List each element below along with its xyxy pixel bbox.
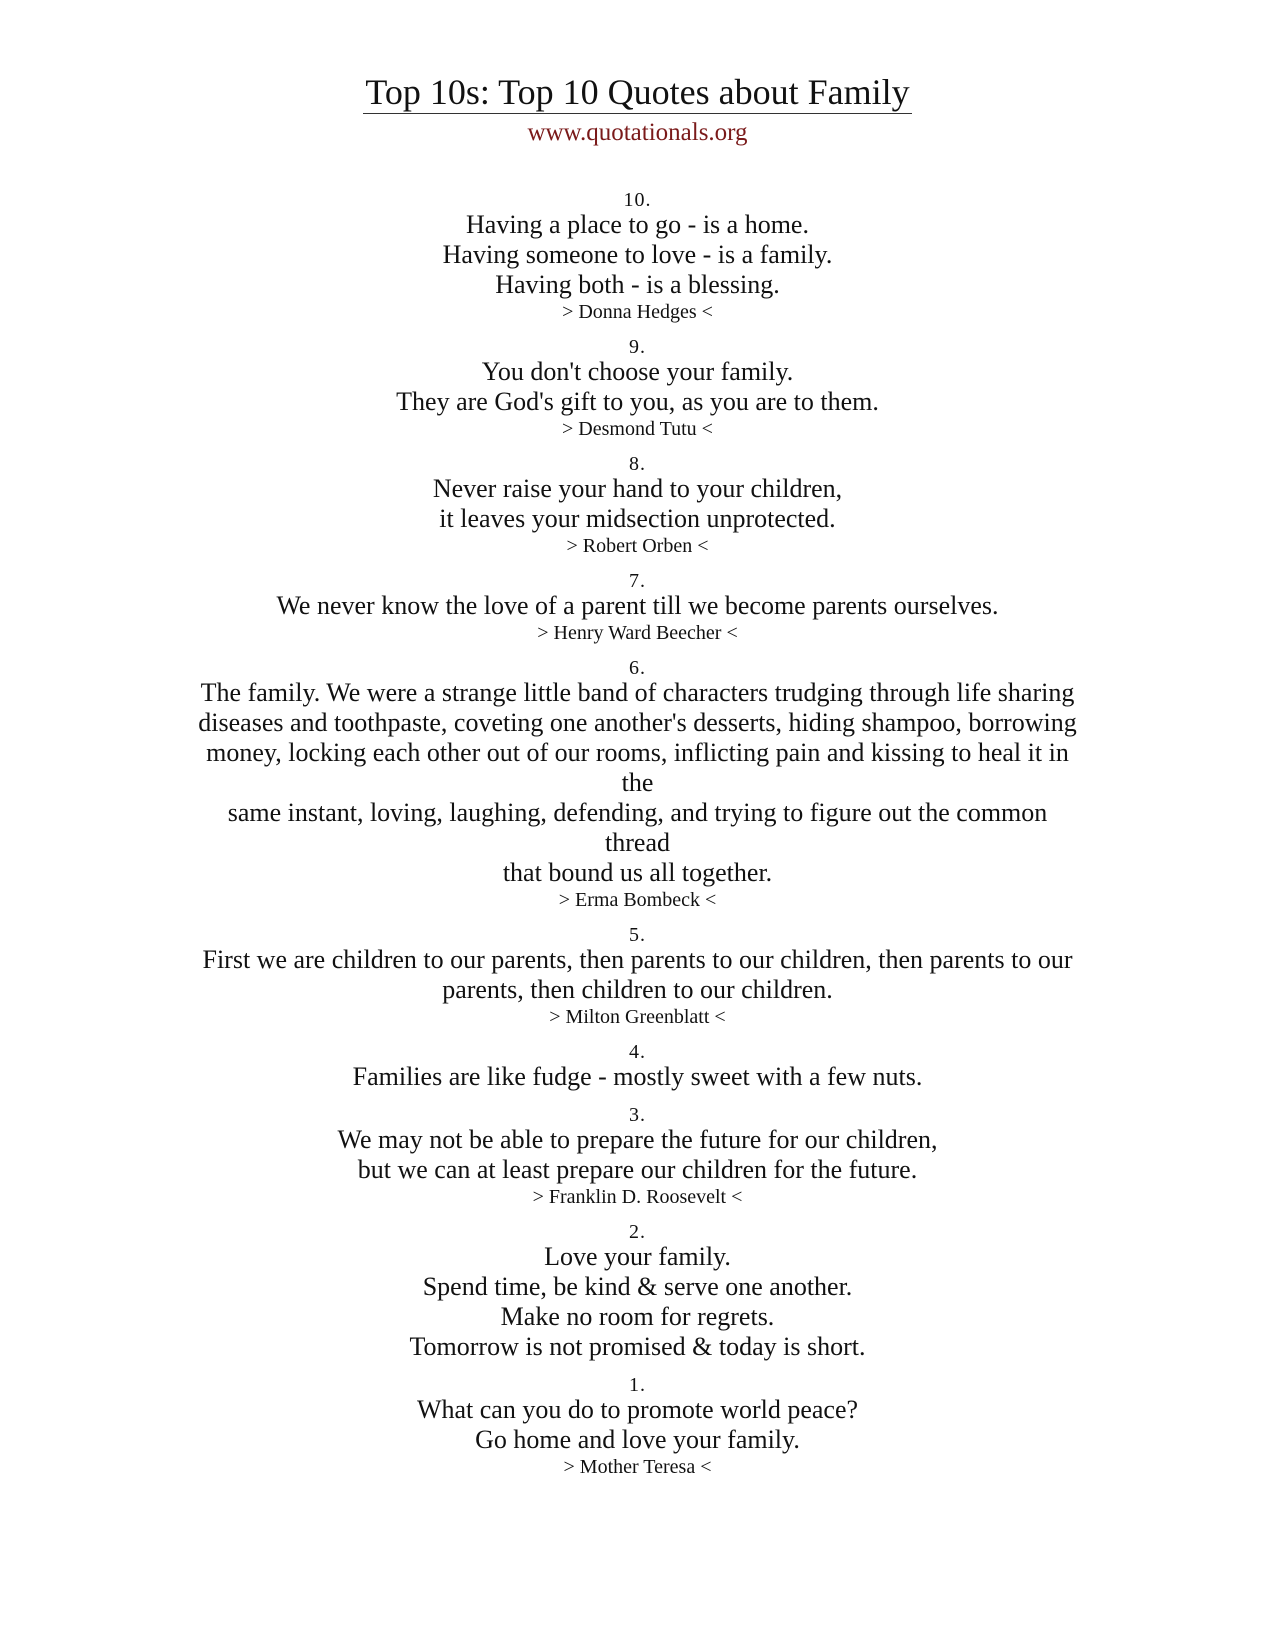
quote-number: 9.: [629, 336, 646, 358]
quote-line: Having someone to love - is a family.: [442, 240, 833, 269]
quote-7: [198, 571, 1078, 645]
quote-line: You don't choose your family.: [481, 357, 794, 386]
quote-author: > Robert Orben <: [566, 535, 709, 557]
quote-line: What can you do to promote world peace?: [416, 1395, 859, 1424]
quote-number: 10.: [623, 189, 652, 211]
quote-line: They are God's gift to you, as you are to them.: [396, 387, 879, 416]
site-url: www.quotationals.org: [527, 119, 748, 146]
quote-5: [198, 925, 1078, 1029]
quote-6: [198, 658, 1078, 912]
quote-number: 7.: [629, 570, 646, 592]
quote-line: Families are like fudge - mostly sweet with a few nuts.: [352, 1062, 923, 1091]
quote-line: parents, then children to our children.: [442, 975, 833, 1004]
quote-author: > Milton Greenblatt <: [549, 1006, 726, 1028]
page-title: Top 10s: Top 10 Quotes about Family: [365, 72, 910, 112]
quote-author: > Mother Teresa <: [563, 1456, 712, 1478]
quote-line: The family. We were a strange little band of characters trudging through life sharing: [200, 678, 1075, 707]
quote-8: [198, 454, 1078, 558]
quote-line: Go home and love your family.: [475, 1425, 800, 1454]
quote-line: Having a place to go - is a home.: [466, 210, 809, 239]
quote-3: [198, 1105, 1078, 1209]
quote-1: [198, 1375, 1078, 1479]
quote-author: > Franklin D. Roosevelt <: [532, 1186, 743, 1208]
quote-4: [198, 1042, 1078, 1092]
quote-number: 2.: [629, 1221, 646, 1243]
quote-10: [198, 190, 1078, 324]
quote-line: Never raise your hand to your children,: [432, 474, 843, 503]
quote-2: [198, 1222, 1078, 1362]
quote-line: We never know the love of a parent till we become parents ourselves.: [276, 591, 999, 620]
quote-number: 5.: [629, 924, 646, 946]
quote-line: First we are children to our parents, then parents to our children, then parents to our: [202, 945, 1073, 974]
quote-9: [198, 337, 1078, 441]
quote-author: > Henry Ward Beecher <: [537, 622, 738, 644]
quote-line: diseases and toothpaste, coveting one another's desserts, hiding shampoo, borrowing: [198, 708, 1077, 737]
quote-author: > Desmond Tutu <: [562, 418, 713, 440]
quote-number: 3.: [629, 1104, 646, 1126]
quote-author: > Erma Bombeck <: [558, 889, 717, 911]
quote-line: Love your family.: [544, 1242, 731, 1271]
quote-line: Having both - is a blessing.: [495, 270, 780, 299]
quote-number: 1.: [629, 1374, 646, 1396]
quote-number: 8.: [629, 453, 646, 475]
quote-number: 6.: [629, 657, 646, 679]
quote-number: 4.: [629, 1041, 646, 1063]
quote-line: money, locking each other out of our rooms, inflicting pain and kissing to heal it in the: [206, 738, 1069, 797]
quote-line: that bound us all together.: [502, 858, 773, 887]
quote-author: > Donna Hedges <: [562, 301, 713, 323]
quote-line: but we can at least prepare our children for the future.: [357, 1155, 918, 1184]
quote-line: Make no room for regrets.: [500, 1302, 775, 1331]
quote-line: same instant, loving, laughing, defending, and trying to figure out the common thread: [227, 798, 1048, 857]
quote-line: it leaves your midsection unprotected.: [439, 504, 836, 533]
quote-line: Spend time, be kind & serve one another.: [422, 1272, 853, 1301]
quote-line: Tomorrow is not promised & today is short.: [409, 1332, 866, 1361]
quote-list: [0, 190, 1275, 1479]
quote-line: We may not be able to prepare the future for our children,: [337, 1125, 938, 1154]
